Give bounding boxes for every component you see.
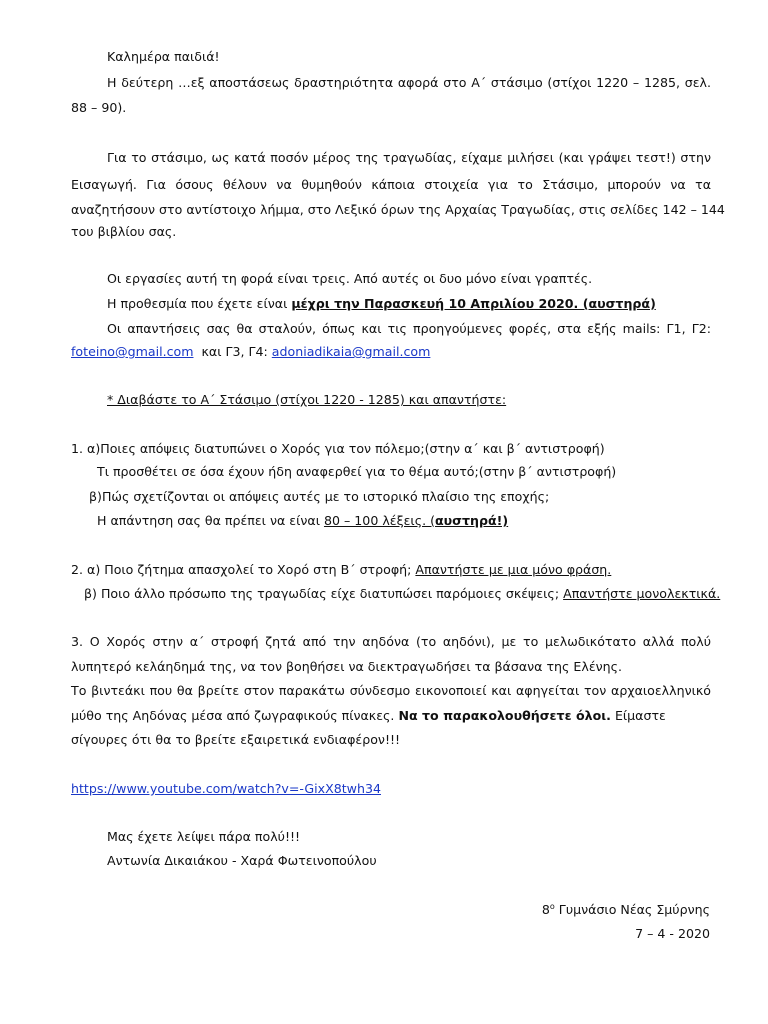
question-2b-text: β) Ποιο άλλο πρόσωπο της τραγωδίας είχε διατυπώσει παρόμοιες σκέψεις;	[84, 586, 564, 601]
paragraph-line: Εισαγωγή. Για όσους θέλουν να θυμηθούν κάποια στοιχεία για το Στάσιμο, μπορούν να τα	[71, 177, 711, 192]
paragraph-line: αναζητήσουν στο αντίστοιχο λήμμα, στο Λεξικό όρων της Αρχαίας Τραγωδίας, στις σελίδες 142 – 144	[71, 202, 725, 217]
letter-date: 7 – 4 - 2020	[635, 926, 710, 941]
question-3-line: λυπητερό κελάηδημά της, να τον βοηθήσει να διεκτραγωδήσει τα βάσανα της Ελένης.	[71, 659, 623, 674]
greeting: Καλημέρα παιδιά!	[107, 49, 220, 64]
school-number-suffix: ο	[549, 902, 555, 911]
deadline-line	[107, 295, 711, 313]
question-3-line	[71, 707, 711, 725]
question-2a	[71, 561, 711, 579]
word-limit-prefix: Η απάντηση σας θα πρέπει να είναι	[97, 513, 324, 528]
word-limit-line	[97, 512, 711, 530]
deadline-prefix: Η προθεσμία που έχετε είναι	[107, 296, 292, 311]
paragraph-line: του βιβλίου σας.	[71, 224, 177, 239]
question-3-line: 3. Ο Χορός στην α΄ στροφή ζητά από την αηδόνα (το αηδόνι), με το μελωδικότατο αλλά πολύ	[71, 634, 711, 649]
closing-line: Μας έχετε λείψει πάρα πολύ!!!	[107, 829, 301, 844]
question-2a-text: 2. α) Ποιο ζήτημα απασχολεί το Χορό στη Β΄ στροφή;	[71, 562, 416, 577]
question-1b: β)Πώς σχετίζονται οι απόψεις αυτές με το ιστορικό πλαίσιο της εποχής;	[89, 489, 550, 504]
paragraph-line: Για το στάσιμο, ως κατά ποσόν μέρος της τραγωδίας, είχαμε μιλήσει (και γράψει τεστ!) στην	[107, 150, 711, 165]
mails-line: Οι απαντήσεις σας θα σταλούν, όπως και τις προηγούμενες φορές, στα εξής mails: Γ1, Γ2:	[107, 321, 711, 336]
emails-line	[71, 343, 711, 361]
email-link-adoniadikaia[interactable]: adoniadikaia@gmail.com	[271, 344, 431, 359]
deadline-date: μέχρι την Παρασκευή 10 Απριλίου 2020. (αυστηρά)	[291, 296, 656, 311]
question-3-line: Το βιντεάκι που θα βρείτε στον παρακάτω σύνδεσμο εικονοποιεί και αφηγείται τον αρχαιοελληνικό	[71, 683, 711, 698]
signatures: Αντωνία Δικαιάκου - Χαρά Φωτεινοπούλου	[107, 853, 377, 868]
question-2a-note: Απαντήστε με μια μόνο φράση.	[415, 562, 612, 577]
emails-mid-text: και Γ3, Γ4:	[193, 344, 272, 359]
email-link-foteino[interactable]: foteino@gmail.com	[71, 344, 194, 359]
question-2b	[84, 585, 721, 603]
video-link[interactable]: https://www.youtube.com/watch?v=-GixX8twh34	[71, 781, 381, 796]
question-3-emphasis: Να το παρακολουθήσετε όλοι.	[398, 708, 611, 723]
word-limit-words: 80 – 100 λέξεις. (	[323, 513, 436, 528]
word-limit-strict: αυστηρά!)	[435, 513, 509, 528]
question-1a: 1. α)Ποιες απόψεις διατυπώνει ο Χορός για τον πόλεμο;(στην α΄ και β΄ αντιστροφή)	[71, 441, 605, 456]
word-limit-count	[324, 513, 508, 528]
question-3-text: Είμαστε	[610, 708, 666, 723]
question-2b-note: Απαντήστε μονολεκτικά.	[563, 586, 721, 601]
instruction-heading: * Διαβάστε το Α΄ Στάσιμο (στίχοι 1220 - 1285) και απαντήστε:	[107, 392, 507, 407]
question-3-text: μύθο της Αηδόνας μέσα από ζωγραφικούς πίνακες.	[71, 708, 399, 723]
school-number: 8	[541, 902, 550, 917]
tasks-line: Οι εργασίες αυτή τη φορά είναι τρεις. Από αυτές οι δυο μόνο είναι γραπτές.	[107, 271, 593, 286]
video-link-line	[71, 780, 711, 798]
question-3-line: σίγουρες ότι θα το βρείτε εξαιρετικά ενδιαφέρον!!!	[71, 732, 401, 747]
school-name	[542, 901, 710, 919]
intro-line: 88 – 90).	[71, 100, 127, 115]
school-title: Γυμνάσιο Νέας Σμύρνης	[554, 902, 710, 917]
intro-line: Η δεύτερη …εξ αποστάσεως δραστηριότητα αφορά στο Α΄ στάσιμο (στίχοι 1220 – 1285, σελ.	[107, 75, 711, 90]
question-1a-followup: Τι προσθέτει σε όσα έχουν ήδη αναφερθεί για το θέμα αυτό;(στην β΄ αντιστροφή)	[97, 464, 617, 479]
